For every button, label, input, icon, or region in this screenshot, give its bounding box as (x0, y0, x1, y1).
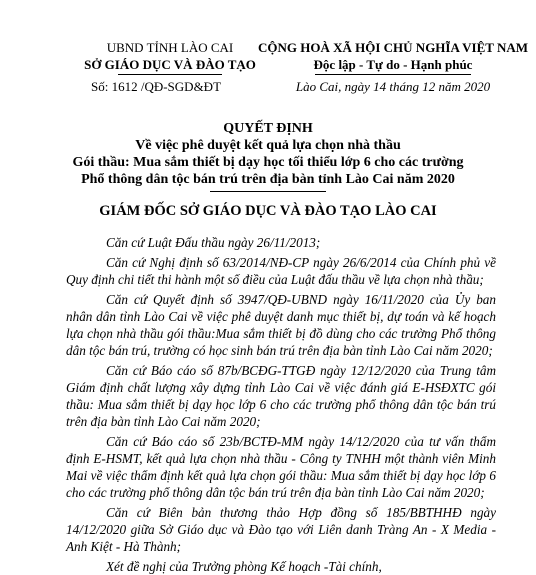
issuer-title: GIÁM ĐỐC SỞ GIÁO DỤC VÀ ĐÀO TẠO LÀO CAI (99, 203, 437, 219)
motto-underline (315, 74, 471, 75)
document-subject: Về việc phê duyệt kết quả lựa chọn nhà thầu (135, 138, 401, 153)
document-number: Số: 1612 /QĐ-SGD&ĐT (91, 79, 222, 94)
basis-paragraph: Căn cứ Báo cáo số 23b/BCTĐ-MM ngày 14/12/2020 của tư vấn thẩm định E-HSMT, kết quả lựa chọn nhà thầu - Công ty TNHH một thành viên Minh Mai về việc thẩm định kết quả lựa chọn gói thầu: Mua sắm thiết bị dạy học lớp 6 cho các trường phổ thông dân tộc bán trú trên địa bàn tỉnh Lào Cai năm 2020; (66, 434, 496, 500)
title-underline (210, 191, 326, 192)
package-line-1: Gói thầu: Mua sắm thiết bị dạy học tối thiểu lớp 6 cho các trường (72, 155, 464, 170)
package-line-2: Phổ thông dân tộc bán trú trên địa bàn tỉnh Lào Cai năm 2020 (81, 172, 455, 187)
basis-paragraph: Căn cứ Quyết định số 3947/QĐ-UBND ngày 16/11/2020 của Ủy ban nhân dân tỉnh Lào Cai về việc phê duyệt danh mục thiết bị, dự toán và kế hoạch lựa chọn nhà thầu gói thầu:Mua sắm thiết bị đồ dùng cho các trường Phổ thông dân tộc bán trú, trường có học sinh bán trú trên địa bàn tỉnh Lào Cai năm 2020; (66, 292, 496, 358)
document-type: QUYẾT ĐỊNH (223, 121, 313, 136)
national-title: CỘNG HOÀ XÃ HỘI CHỦ NGHĨA VIỆT NAM (258, 40, 529, 55)
department-underline (118, 74, 222, 75)
basis-paragraph: Căn cứ Báo cáo số 87b/BCĐG-TTGĐ ngày 12/12/2020 của Trung tâm Giám định chất lượng xây dựng tỉnh Lào Cai về việc đánh giá E-HSĐXTC gói thầu: Mua sắm thiết bị dạy học lớp 6 cho các trường phổ thông dân tộc bán trú trên địa bàn tỉnh Lào Cai năm 2020; (66, 363, 496, 429)
document-body (66, 234, 496, 575)
basis-paragraph: Căn cứ Nghị định số 63/2014/NĐ-CP ngày 26/6/2014 của Chính phủ về Quy định chi tiết thi hành một số điều của Luật đấu thầu về lựa chọn nhà thầu; (66, 255, 496, 287)
national-motto: Độc lập - Tự do - Hạnh phúc (313, 57, 473, 72)
basis-paragraph: Căn cứ Luật Đấu thầu ngày 26/11/2013; (106, 235, 321, 250)
department-name: SỞ GIÁO DỤC VÀ ĐÀO TẠO (84, 57, 256, 72)
issue-date: Lào Cai, ngày 14 tháng 12 năm 2020 (295, 79, 491, 94)
proposal-paragraph: Xét đề nghị của Trưởng phòng Kế hoạch -Tài chính, (106, 559, 382, 574)
agency-name: UBND TỈNH LÀO CAI (106, 40, 234, 55)
basis-paragraph: Căn cứ Biên bản thương thảo Hợp đồng số 185/BBTHHĐ ngày 14/12/2020 giữa Sở Giáo dục và Đào tạo với Liên danh Tràng An - X Media - Anh Kiệt - Hà Thành; (66, 505, 496, 554)
